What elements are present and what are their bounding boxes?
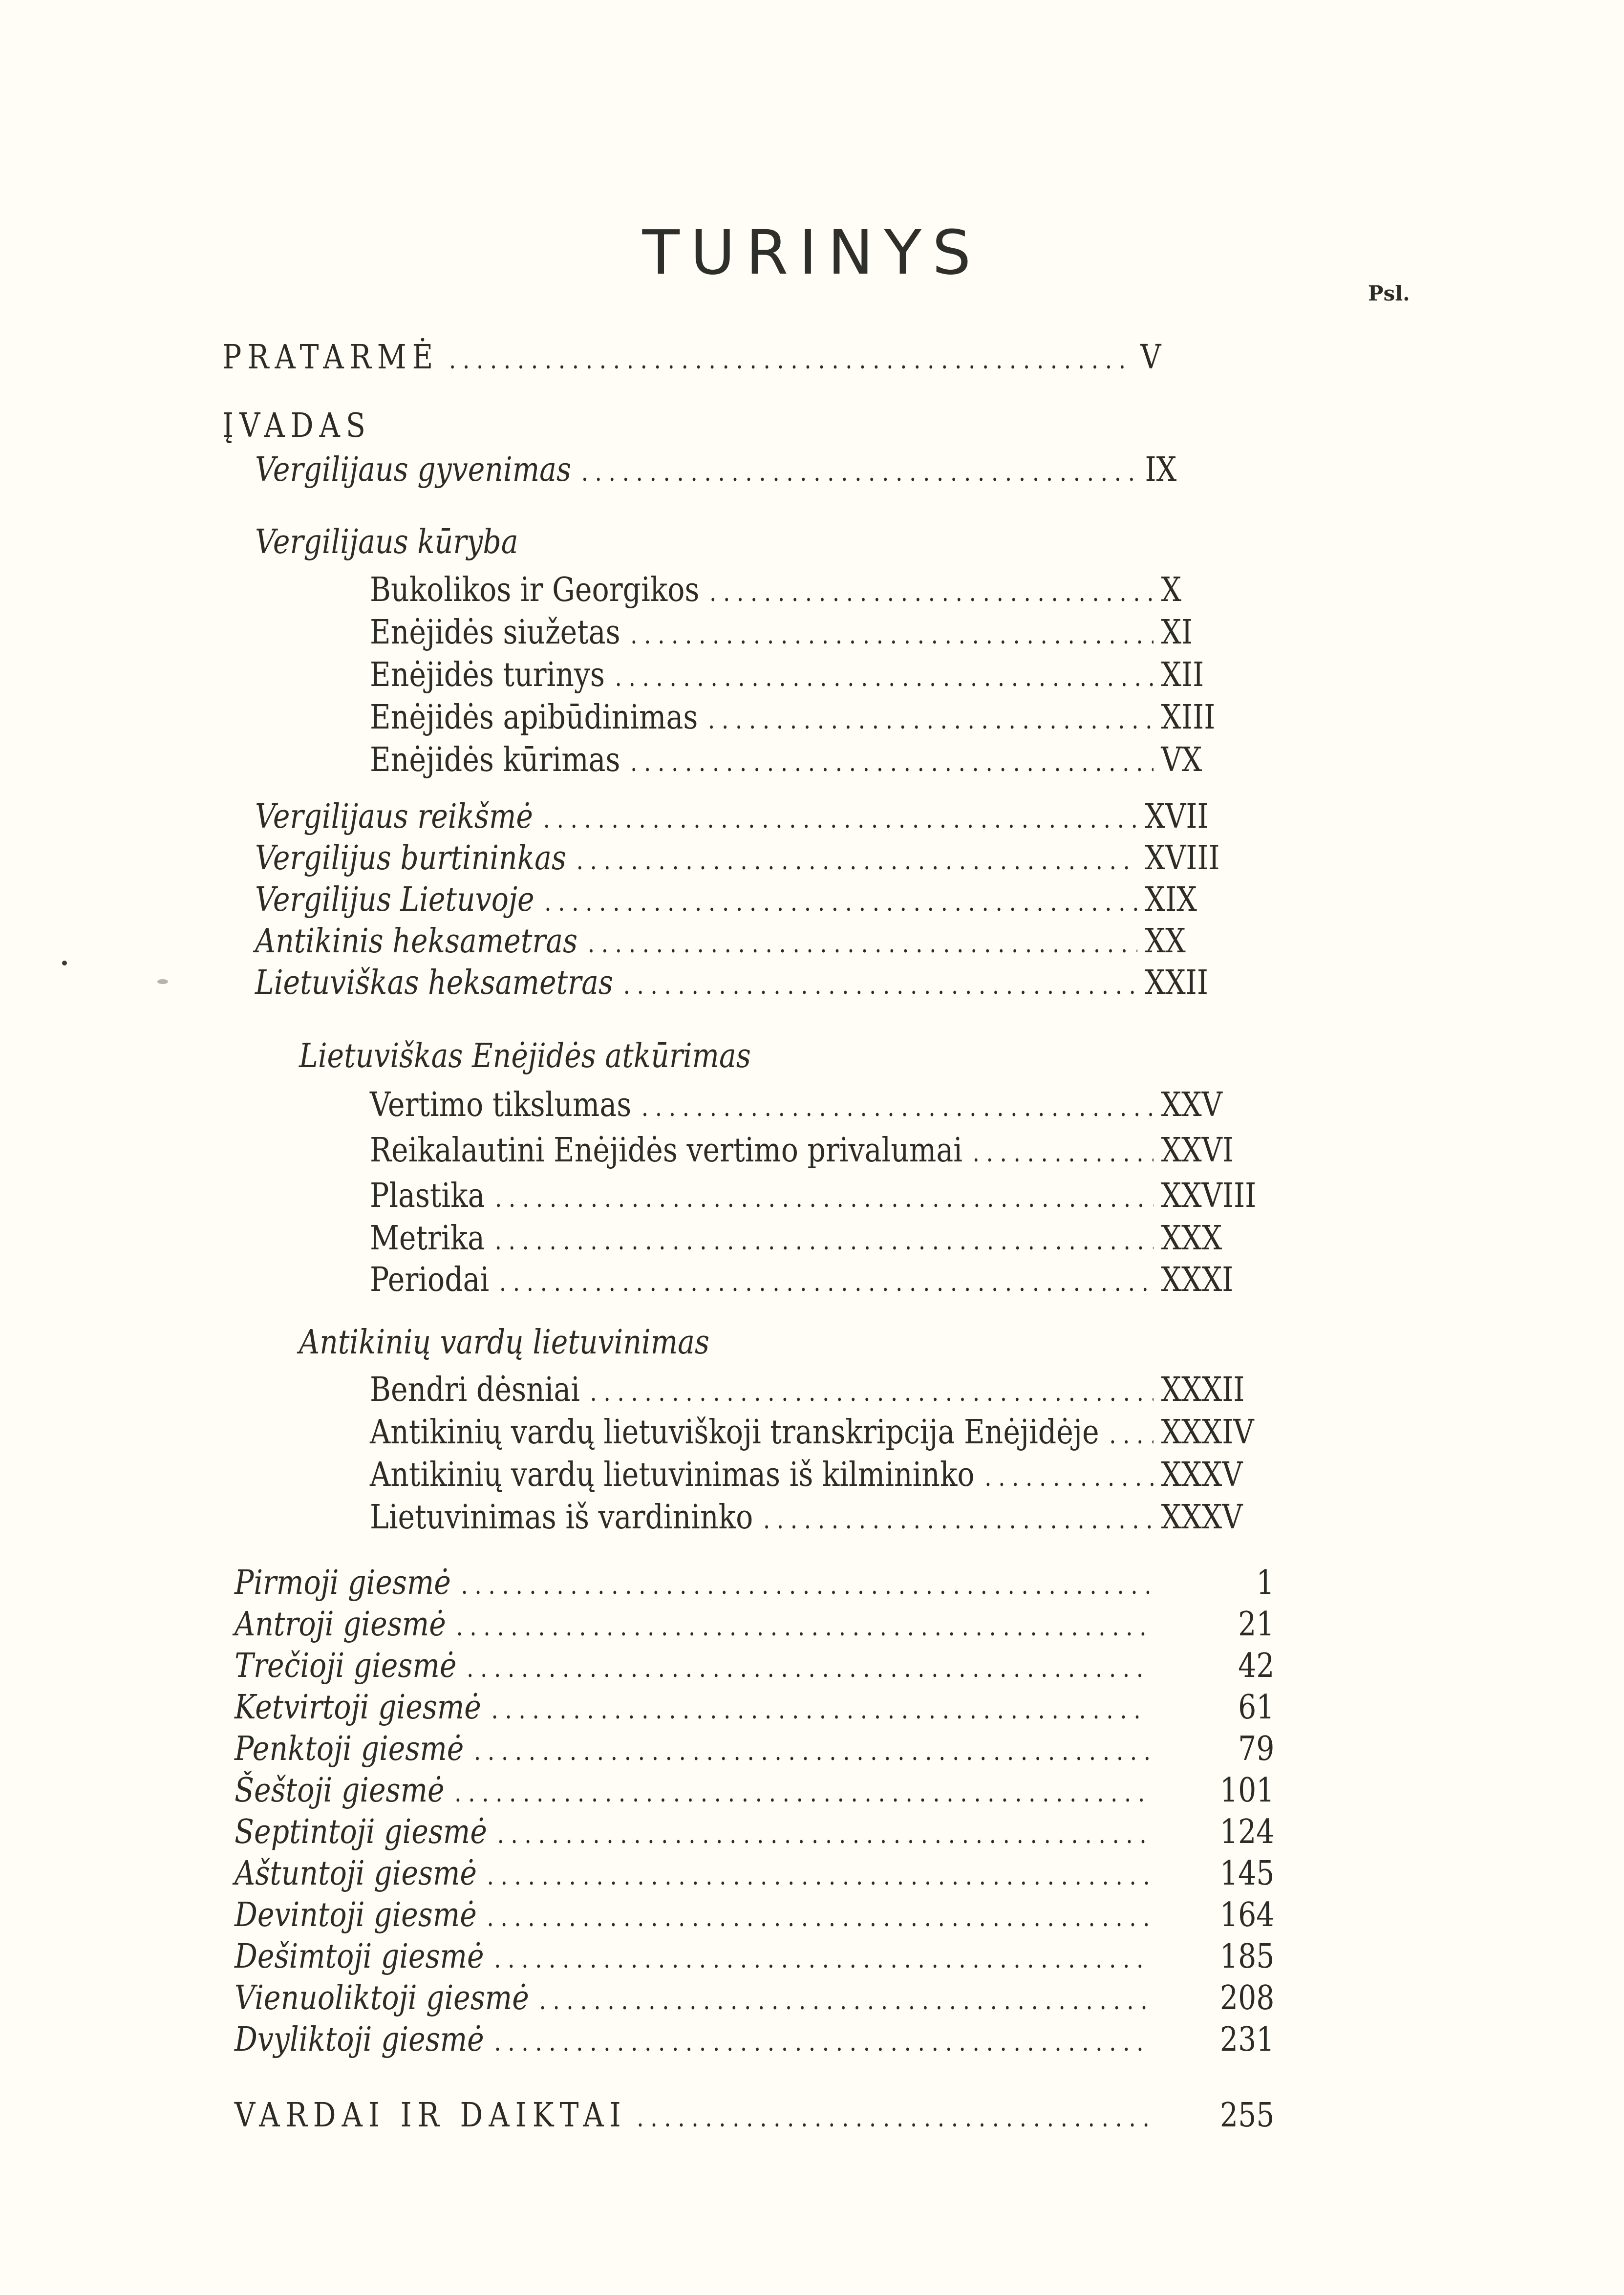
dot-leader <box>984 1458 1154 1497</box>
toc-entry-page: XX <box>1145 922 1186 961</box>
toc-entry-page: XXXV <box>1161 1498 1243 1537</box>
toc-entry-canto[interactable] <box>235 1647 1275 1686</box>
toc-entry-page: XXX <box>1161 1219 1222 1258</box>
toc-entry-label: VARDAI IR DAIKTAI <box>235 2096 627 2135</box>
toc-entry-label: Pirmoji giesmė <box>235 1564 451 1602</box>
toc-entry-label: Trečioji giesmė <box>235 1647 457 1685</box>
dot-leader <box>588 924 1137 964</box>
toc-entry-page: 185 <box>1219 1937 1275 1976</box>
toc-entry-canto[interactable] <box>235 1854 1275 1893</box>
toc-entry[interactable] <box>370 1177 1312 1216</box>
subsection-heading-reconstruction: Lietuviškas Enėjidės atkūrimas <box>299 1037 751 1075</box>
toc-entry-label: Bendri dėsniai <box>370 1371 580 1409</box>
toc-entry-page: XIII <box>1161 698 1216 737</box>
dot-leader <box>973 1134 1154 1173</box>
toc-entry-page: 145 <box>1219 1854 1275 1893</box>
dot-leader <box>487 1857 1150 1896</box>
toc-entry[interactable] <box>370 1498 1312 1537</box>
toc-entry-page: XXII <box>1145 964 1208 1002</box>
toc-entry-label: Vergilijaus gyvenimas <box>255 450 572 489</box>
paper-speck <box>157 979 168 984</box>
toc-entry[interactable] <box>255 797 1296 836</box>
toc-entry-canto[interactable] <box>235 1979 1275 2018</box>
toc-entry-page: V <box>1140 338 1161 377</box>
dot-leader <box>539 1981 1149 2020</box>
dot-leader <box>487 1898 1149 1937</box>
subsection-heading-names: Antikinių vardų lietuvinimas <box>299 1323 710 1362</box>
toc-entry-canto[interactable] <box>235 1730 1275 1769</box>
toc-entry-label: Periodai <box>370 1261 490 1299</box>
dot-leader <box>495 1179 1154 1218</box>
toc-entry[interactable] <box>370 1131 1312 1170</box>
toc-entry-label: Lietuviškas heksametras <box>255 964 613 1002</box>
toc-entry[interactable] <box>370 571 1312 610</box>
toc-entry-page: XXV <box>1161 1086 1222 1124</box>
dot-leader <box>615 658 1154 697</box>
toc-entry-label: Lietuvinimas iš vardininko <box>370 1498 753 1537</box>
toc-entry-canto[interactable] <box>235 1813 1275 1852</box>
toc-entry-page: XII <box>1161 656 1204 694</box>
toc-entry-label: Vertimo tikslumas <box>370 1086 632 1124</box>
toc-entry-label: PRATARMĖ <box>222 338 439 377</box>
toc-entry-label: Enėjidės kūrimas <box>370 741 620 779</box>
toc-entry-label: Antikinių vardų lietuviškoji transkripcija Enėjidėje <box>370 1413 1099 1452</box>
toc-entry[interactable] <box>370 1456 1312 1495</box>
toc-entry-label: Aštuntoji giesmė <box>235 1854 477 1893</box>
toc-entry[interactable] <box>370 1371 1312 1410</box>
toc-entry[interactable] <box>370 1261 1312 1300</box>
toc-entry-canto[interactable] <box>235 1771 1275 1810</box>
dot-leader <box>499 1263 1154 1302</box>
dot-leader <box>494 1940 1149 1979</box>
toc-entry-label: Reikalautini Enėjidės vertimo privalumai <box>370 1131 962 1170</box>
toc-entry-page: 1 <box>1256 1564 1275 1602</box>
dot-leader <box>581 453 1137 492</box>
dot-leader <box>709 573 1154 612</box>
dot-leader <box>497 1815 1150 1854</box>
toc-entry[interactable] <box>370 741 1312 780</box>
dot-leader <box>491 1691 1150 1730</box>
dot-leader <box>708 701 1154 740</box>
toc-entry[interactable] <box>370 698 1312 737</box>
toc-entry-page: XXXIV <box>1161 1413 1254 1452</box>
dot-leader <box>1109 1416 1154 1455</box>
toc-entry-page: XXXV <box>1161 1456 1243 1494</box>
toc-entry-label: Dešimtoji giesmė <box>235 1937 484 1976</box>
toc-entry[interactable] <box>255 839 1296 878</box>
dot-leader <box>590 1373 1154 1412</box>
toc-entry-page: XVIII <box>1145 839 1220 878</box>
dot-leader <box>637 2099 1149 2138</box>
toc-entry-page: XIX <box>1145 880 1197 919</box>
toc-entry-page: 164 <box>1219 1896 1275 1934</box>
dot-leader <box>461 1566 1150 1605</box>
toc-entry[interactable] <box>370 656 1312 695</box>
toc-entry-label: Antikinių vardų lietuvinimas iš kilmininko <box>370 1456 975 1494</box>
toc-entry-page: 255 <box>1219 2096 1275 2135</box>
toc-entry-label: Vienuoliktoji giesmė <box>235 1979 529 2017</box>
toc-entry-life[interactable] <box>255 450 1296 490</box>
toc-entry-canto[interactable] <box>235 2020 1275 2059</box>
toc-entry-label: Antroji giesmė <box>235 1605 446 1644</box>
toc-entry-canto[interactable] <box>235 1688 1275 1727</box>
toc-entry-page: 21 <box>1238 1605 1275 1644</box>
toc-entry-canto[interactable] <box>235 1605 1275 1644</box>
toc-entry-label: Dvyliktoji giesmė <box>235 2020 484 2059</box>
dot-leader <box>449 341 1133 380</box>
toc-entry-label: Vergilijus Lietuvoje <box>255 880 534 919</box>
dot-leader <box>544 883 1137 922</box>
toc-entry-label: Metrika <box>370 1219 485 1258</box>
toc-entry-label: Penktoji giesmė <box>235 1730 464 1768</box>
toc-entry-label: Vergilijaus reikšmė <box>255 797 534 836</box>
toc-entry-canto[interactable] <box>235 1896 1275 1935</box>
dot-leader <box>630 616 1154 655</box>
toc-entry-label: Enėjidės turinys <box>370 656 605 694</box>
page-title: TURINYS <box>642 217 982 288</box>
section-heading-introduction: ĮVADAS <box>222 407 372 445</box>
toc-entry-label: Bukolikos ir Georgikos <box>370 571 700 609</box>
toc-entry-page: VX <box>1161 741 1202 779</box>
toc-entry-label: Enėjidės siužetas <box>370 613 620 652</box>
paper-speck <box>62 961 67 965</box>
dot-leader <box>474 1732 1149 1771</box>
toc-entry[interactable] <box>370 1413 1312 1452</box>
page-column-label: Psl. <box>1368 281 1410 305</box>
toc-entry-page: XXXI <box>1161 1261 1234 1299</box>
toc-entry-label: Antikinis heksametras <box>255 922 578 961</box>
dot-leader <box>454 1774 1149 1813</box>
dot-leader <box>630 743 1154 782</box>
toc-entry-page: IX <box>1145 450 1177 489</box>
toc-entry-page: XXXII <box>1161 1371 1245 1409</box>
toc-entry-label: Plastika <box>370 1177 485 1215</box>
dot-leader <box>577 841 1137 880</box>
dot-leader <box>641 1088 1154 1127</box>
toc-entry-page: XVII <box>1145 797 1209 836</box>
toc-entry-page: 101 <box>1219 1771 1275 1810</box>
toc-entry-page: X <box>1161 571 1182 609</box>
toc-entry-page: XXVI <box>1161 1131 1234 1170</box>
toc-entry-page: 208 <box>1219 1979 1275 2017</box>
toc-entry-page: 79 <box>1238 1730 1275 1768</box>
dot-leader <box>494 2023 1149 2062</box>
toc-entry-page: XI <box>1161 613 1193 652</box>
toc-entry-label: Ketvirtoji giesmė <box>235 1688 481 1727</box>
toc-entry-label: Septintoji giesmė <box>235 1813 487 1851</box>
toc-entry-page: 231 <box>1219 2020 1275 2059</box>
dot-leader <box>495 1222 1154 1261</box>
toc-entry-page: 61 <box>1238 1688 1275 1727</box>
toc-entry[interactable] <box>370 1219 1312 1258</box>
dot-leader <box>623 966 1137 1005</box>
dot-leader <box>456 1608 1149 1647</box>
toc-entry-page: 124 <box>1219 1813 1275 1851</box>
toc-entry-label: Devintoji giesmė <box>235 1896 477 1934</box>
dot-leader <box>763 1501 1154 1540</box>
toc-entry[interactable] <box>255 964 1296 1003</box>
toc-entry-page: 42 <box>1238 1647 1275 1685</box>
dot-leader <box>543 800 1137 839</box>
toc-entry-label: Šeštoji giesmė <box>235 1771 445 1810</box>
toc-entry-preface[interactable] <box>222 338 1292 377</box>
toc-entry-label: Vergilijus burtininkas <box>255 839 566 878</box>
dot-leader <box>467 1649 1149 1688</box>
toc-entry-label: Enėjidės apibūdinimas <box>370 698 698 737</box>
toc-entry-canto[interactable] <box>235 1937 1275 1976</box>
toc-entry[interactable] <box>255 880 1296 920</box>
toc-entry-index[interactable] <box>235 2096 1275 2135</box>
subsection-heading-works: Vergilijaus kūryba <box>255 523 518 561</box>
toc-entry-page: XXVIII <box>1161 1177 1257 1215</box>
toc-entry[interactable] <box>370 1086 1312 1125</box>
toc-entry[interactable] <box>255 922 1296 961</box>
toc-entry[interactable] <box>370 613 1312 652</box>
toc-entry-canto[interactable] <box>235 1564 1275 1603</box>
